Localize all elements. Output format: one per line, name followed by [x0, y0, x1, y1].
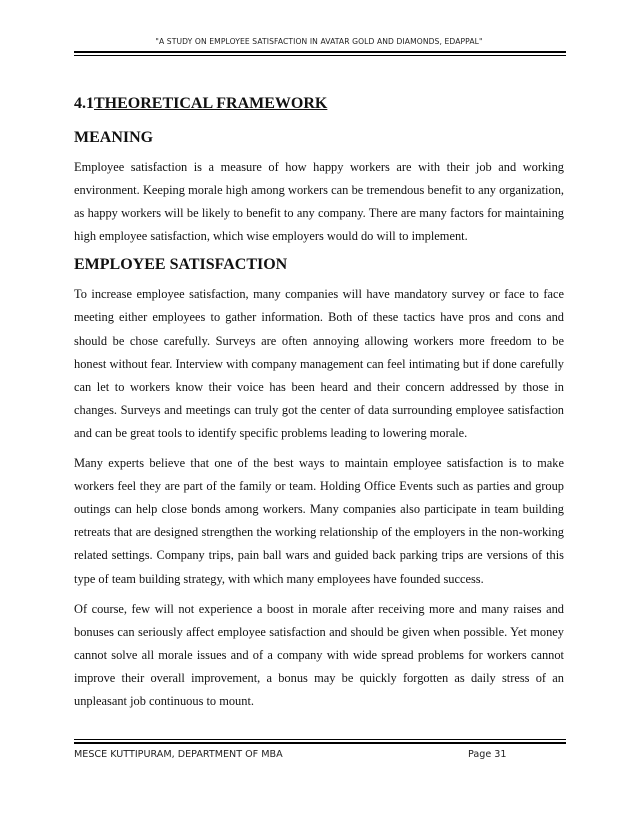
page-number: Page 31: [468, 749, 507, 760]
footer-rule-thick: [74, 742, 566, 744]
body-paragraph: To increase employee satisfaction, many companies will have mandatory survey or face to face meeting either employees to gather information. Both of these tactics have pros and cons and should be chose carefully. Surveys are often annoying allowing workers more freedom to be honest without fear. Interview with company management can feel intimating but if done carefully can let to workers know their voice has been heard and their concern addressed by those in changes. Surveys and meetings can truly got the center of data surrounding employee satisfaction and can be great tools to identify specific problems leading to lowering morale.: [74, 287, 564, 440]
header-rule-thick: [74, 51, 566, 53]
footer-rule-thin: [74, 739, 566, 740]
section-heading: [74, 94, 564, 114]
employee-satisfaction-heading: EMPLOYEE SATISFACTION: [74, 256, 288, 274]
header-rule-thin: [74, 55, 566, 56]
section-title: THEORETICAL FRAMEWORK: [94, 95, 328, 112]
running-header: "A STUDY ON EMPLOYEE SATISFACTION IN AVATAR GOLD AND DIAMONDS, EDAPPAL": [155, 37, 483, 46]
section-number: 4.1: [74, 95, 94, 112]
meaning-paragraph: Employee satisfaction is a measure of how happy workers are with their job and working environment. Keeping morale high among workers can be tremendous benefit to any organization, as happy workers will be likely to benefit to any company. There are many factors for maintaining high employee satisfaction, which wise employers would do will to implement.: [74, 160, 564, 244]
body-paragraph: Of course, few will not experience a boost in morale after receiving more and many raises and bonuses can seriously affect employee satisfaction and should be given when possible. Yet money cannot solve all morale issues and of a company with wide spread problems for workers cannot improve their overall improvement, a bonus may be quickly forgotten as daily stress of an unpleasant job continuous to mount.: [74, 601, 564, 708]
page-body: [74, 94, 564, 720]
footer-department: MESCE KUTTIPURAM, DEPARTMENT OF MBA: [74, 749, 283, 760]
meaning-heading: MEANING: [74, 129, 154, 146]
body-paragraph: Many experts believe that one of the best ways to maintain employee satisfaction is to make workers feel they are part of the family or team. Holding Office Events such as parties and group outings can help close bonds among workers. Many companies also participate in team building retreats that are designed strengthen the working relationship of the employers in the non-working related settings. Company trips, pain ball wars and guided back parking trips are versions of this type of team building strategy, with which many employees have founded success.: [74, 456, 564, 586]
